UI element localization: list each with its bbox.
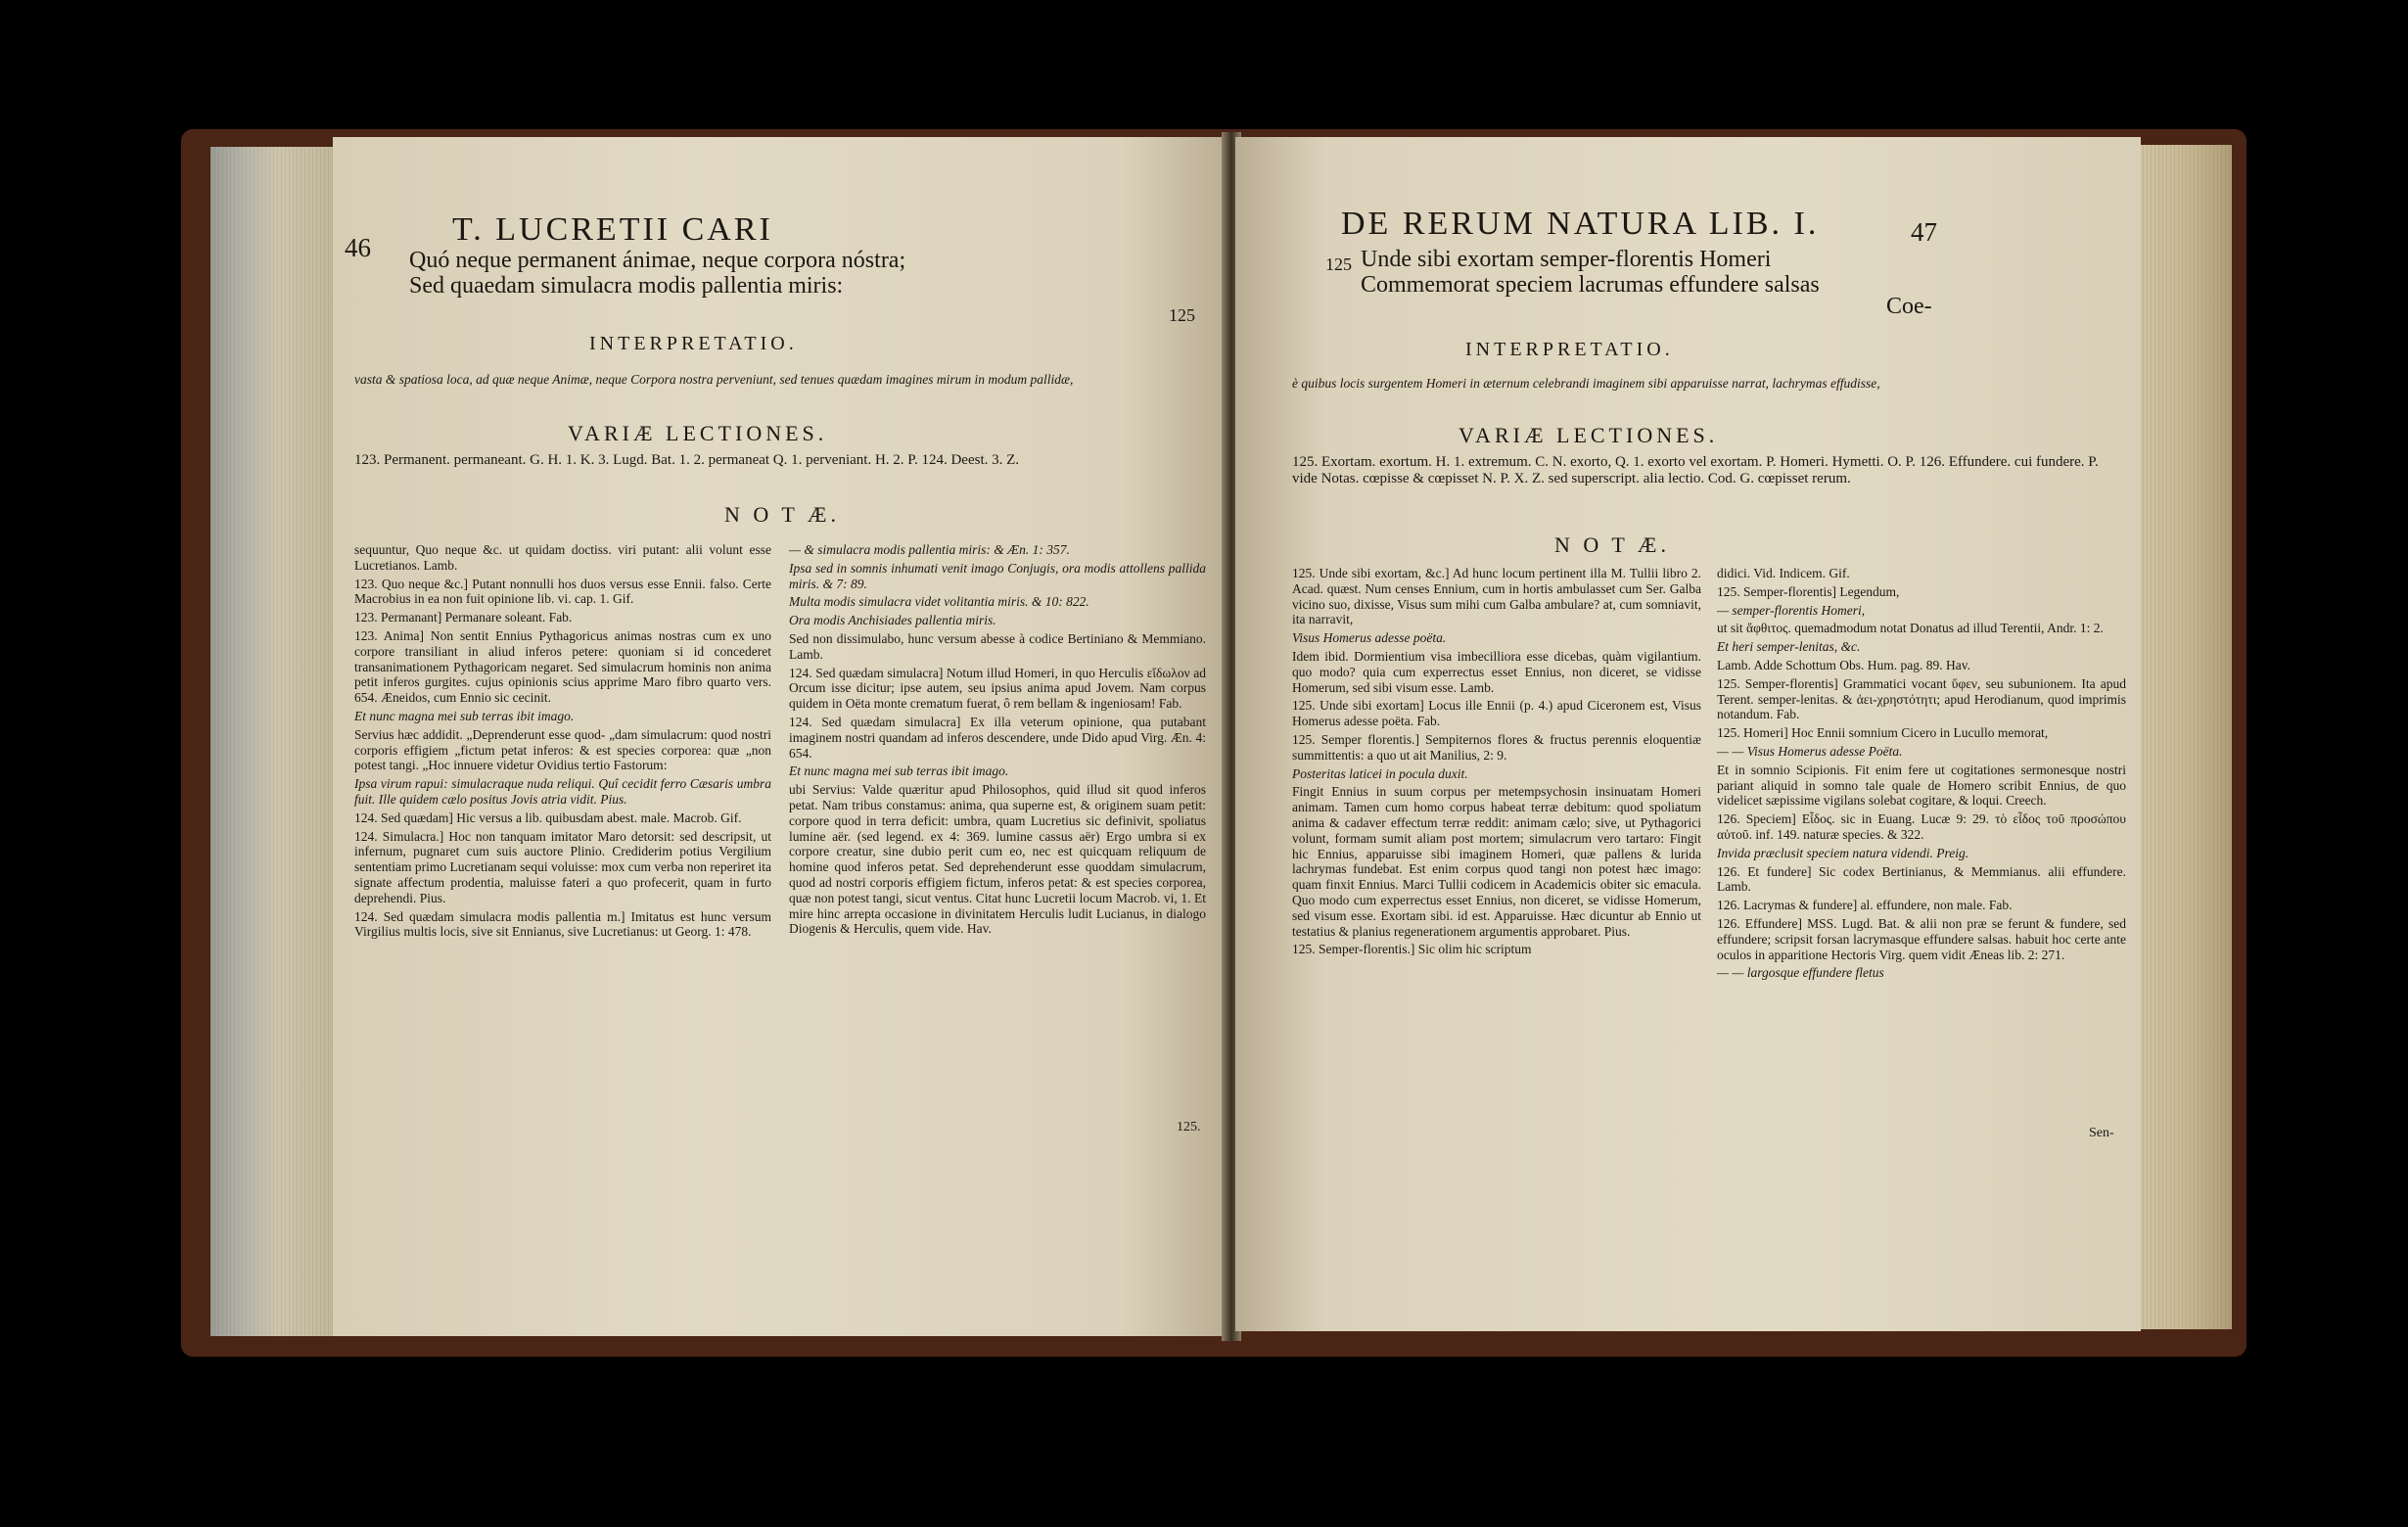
note-paragraph: Servius hæc addidit. „Deprenderunt esse quod- „dam simulacrum: quod nostri corporis effigiem „fictum petat inferos: & est species corporea: quæ „non potest tangi. „Hoc innuere videtur Ovidius tertio Fastorum: — [354, 726, 771, 773]
left-page-edges — [210, 147, 333, 1336]
note-quotation: Ipsa sed in somnis inhumati venit imago Conjugis, ora modis attollens pallida miris. & 7: 89. — [789, 560, 1206, 591]
note-quotation: — & simulacra modis pallentia miris: & Æn. 1: 357. — [789, 542, 1070, 557]
note-paragraph: 126. Effundere] MSS. Lugd. Bat. & alii non præ se ferunt & fundere, sed effundere; scripsit forsan lacrymasque effundere salsas. habuit hoc certe ante oculos in apparitione Hectoris Virg. quem vidit Æneas lib. 2: 271. — [1717, 915, 2126, 962]
verse-number: 125 — [1169, 305, 1195, 325]
note-paragraph: Et in somnio Scipionis. Fit enim fere ut cogitationes sermonesque nostri pariant aliquid in somno tale quale de Homero scribit Ennius, de quo videlicet sæpissime vigilans solebat cogitare, & loqui. Creech. — [1717, 762, 2126, 809]
note-quotation: Et heri semper-lenitas, &c. — [1717, 639, 1861, 655]
interpretatio-heading: INTERPRETATIO. — [1465, 339, 1674, 360]
variae-lectiones-heading: VARIÆ LECTIONES. — [568, 421, 828, 445]
right-page — [1235, 137, 2141, 1331]
note-paragraph: 126. Et fundere] Sic codex Bertinianus, & Memmianus. alii effundere. Lamb. — [1717, 863, 2126, 895]
note-quotation: Et nunc magna mei sub terras ibit imago. — [354, 708, 575, 723]
note-paragraph: 124. Sed quædam] Hic versus a lib. quibusdam abest. male. Macrob. Gif. — [354, 810, 742, 825]
verse-line: Sed quaedam simulacra modis pallentia miris: — [409, 273, 844, 299]
interpretatio-heading: INTERPRETATIO. — [589, 333, 798, 354]
note-paragraph: 125. Semper florentis.] Sempiternos flores & fructus perennis eloquentiæ summittentis: a quo ut ait Manilius, 2: 9. — [1292, 731, 1701, 763]
note-paragraph: Fingit Ennius in suum corpus per metempsychosin insinuatam Homeri animam. Tamen cum homo corpus habeat terræ debitum: quod spoliatum anima & cadaver effectum terræ reddit: animam cælo; sive, ut Pythagorici volunt, formam sumit aliam post mortem; simulacrum vero tartaro: Fingit hic Ennius, apparuisse sibi imaginem Homeri, quæ pallens & lurida lachrymas fundebat. Est enim corpus quod tangi non potest hæc imago: quam finxit Ennius. Marci Tullii codicem in Academicis obiter sic emacula. Quo modo cum experrectus esset Ennius, non diceret, se vidisse Homerum, sed visum esse. Exortam sibi. id est. Apparuisse. Hæc dicuntur ab Ennio ut testatius & planius regenerationem argumentis approbaret. Pius. — [1292, 784, 1701, 939]
note-paragraph: 125. Unde sibi exortam] Locus ille Ennii (p. 4.) apud Ciceronem est, Visus Homerus adesse poëta. Fab. — [1292, 698, 1701, 729]
note-paragraph: 125. Homeri] Hoc Ennii somnium Cicero in Lucullo memorat, — [1717, 725, 2049, 741]
note-quotation: Invida præclusit speciem natura videndi. Preig. — [1717, 845, 1969, 860]
note-paragraph: 123. Quo neque &c.] Putant nonnulli hos duos versus esse Ennii. falso. Certe Macrobius in ea non fuit opinione lib. vi. cap. 1. Gif. — [354, 576, 771, 607]
note-paragraph: 123. Anima] Non sentit Ennius Pythagoricus animas nostras cum ex uno corpore transiliant in aliud inferos petere: quoniam si id concederet transanimationem Pythagoricam negaret. Sed simulacrum hominis non anima petit inferos gurgites. cujus opinionis scius apprime Maro fibro quarto vers. 654. Æneidos, cum Ennio sic cecinit. — [354, 627, 771, 706]
note-quotation: — — largosque effundere fletus — [1717, 965, 1884, 981]
note-paragraph: 125. Unde sibi exortam, &c.] Ad hunc locum pertinent illa M. Tullii libro 2. Acad. quæst. Num censes Ennium, cum in hortis ambulasset cum Ser. Galba vicino suo, dixisse, Visus sum mihi cum Galba ambulare? at, cum somniavit, ita narravit, — [1292, 566, 1701, 627]
running-head: DE RERUM NATURA LIB. I. — [1341, 206, 1820, 242]
note-quotation: — — Visus Homerus adesse Poëta. — [1717, 743, 1903, 759]
note-quotation: — semper-florentis Homeri, — [1717, 602, 1866, 618]
notes-column-left — [1292, 566, 1701, 960]
note-paragraph: 125. Semper-florentis] Legendum, — [1717, 583, 1900, 599]
note-paragraph: sequuntur, Quo neque &c. ut quidam doctiss. viri putant: alii volunt esse Lucretianos. Lamb. — [354, 542, 771, 573]
notes-column-left — [354, 542, 771, 943]
interpretatio-text: è quibus locis surgentem Homeri in æternum celebrandi imaginem sibi apparuisse narrat, lachrymas effudisse, — [1292, 376, 1880, 391]
note-paragraph: ubi Servius: Valde quæritur apud Philosophos, quid illud sit quod inferos petat. Nam tribus constamus: anima, qua superne est, & originem suam petit: corpore quod in terra deficit: umbra, quam Lucretius sic definivit, spoliatus lumine aër. (sed legend. ex 4: 369. lumine cassus aër) Ergo umbra si ex corpore creatur, sine dubio perit cum eo, nec est quicquam reliquum de homine quod inferos petat. Sed deprehenderunt esse quoddam simulacrum, quod ad nostri corporis effigiem fictum, inferos petat: & est species corporea, quæ non potest tangi, sicut ventus. Citat hunc Lucretii locum Macrob. vi, 1. Et mire hinc arrepta occasione in divinitatem Herculis ludit Lucianus, in dialogo Diogenis & Herculis, quem vide. Hav. — [789, 782, 1206, 937]
note-paragraph: 124. Sed quædam simulacra modis pallentia m.] Imitatus est hunc versum Virgilius multis locis, sive sit Ennianus, sive Lucretianus: ut Georg. 1: 478. — [354, 908, 771, 940]
note-paragraph: 123. Permanant] Permanare soleant. Fab. — [354, 610, 573, 625]
note-quotation: Visus Homerus adesse poëta. — [1292, 630, 1447, 646]
page-number: 47 — [1911, 217, 1937, 247]
left-page — [333, 137, 1228, 1336]
note-paragraph: 124. Sed quædam simulacra] Notum illud Homeri, in quo Herculis εἴδωλον ad Orcum isse dicitur; ipse autem, seu ipsius anima apud Jovem. Nam corpus quidem in Oëta monte crematum fuerat, ô rem bellam & ingeniosam! Fab. — [789, 665, 1206, 712]
note-paragraph: 125. Semper-florentis] Grammatici vocant ὕφεν, seu subunionem. Ita apud Terent. semper-lenitas. & ἀει-χρηστότητι; apud Herodianum, quod imprimis notandum. Fab. — [1717, 675, 2126, 722]
note-quotation: Multa modis simulacra videt volitantia miris. & 10: 822. — [789, 594, 1089, 610]
note-paragraph: 124. Sed quædam simulacra] Ex illa veterum opinione, qua putabant imaginem nostri quandam ad inferos descendere, unde Dido apud Virg. Æn. 4: 654. — [789, 714, 1206, 761]
verse-line: Unde sibi exortam semper-florentis Homeri — [1361, 247, 1772, 272]
catchword-verse: Coe- — [1886, 294, 1932, 319]
note-paragraph: 124. Simulacra.] Hoc non tanquam imitator Maro detorsit: sed descripsit, ut infernum, pugnaret cum suis auctore Plinio. Crediderim potius Vergilium sententiam primo Lucretianam sequi voluisse: mox cum verba non reperiret ita signate affectum prodentia, maluisse fateri a quo profecerit, quam in furto deprehendi. Pius. — [354, 828, 771, 905]
note-quotation: Ora modis Anchisiades pallentia miris. — [789, 613, 996, 628]
variae-lectiones-text: 125. Exortam. exortum. H. 1. extremum. C. N. exorto, Q. 1. exorto vel exortam. P. Homeri. Hymetti. O. P. 126. Effundere. cui fundere. P. vide Notas. cœpisse & cœpisset N. P. X. Z. sed superscript. alia lectio. Cod. G. cœpisset rerum. — [1292, 454, 2099, 486]
note-paragraph: ut sit ἄφθιτος. quemadmodum notat Donatus ad illud Terentii, Andr. 1: 2. — [1717, 621, 2104, 636]
running-head: T. LUCRETII CARI — [452, 211, 773, 248]
note-paragraph: 125. Semper-florentis.] Sic olim hic scriptum — [1292, 942, 1532, 957]
note-quotation: Et nunc magna mei sub terras ibit imago. — [789, 764, 1009, 779]
verse-line: Commemorat speciem lacrumas effundere salsas — [1361, 272, 1820, 298]
note-quotation: Ipsa virum rapui: simulacraque nuda reliqui. Quî cecidit ferro Cæsaris umbra fuit. Ille quidem cælo positus Jovis atria vidit. Pius. — [354, 776, 771, 807]
note-paragraph: Sed non dissimulabo, hunc versum abesse à codice Bertiniano & Memmiano. Lamb. — [789, 630, 1206, 662]
variae-lectiones-heading: VARIÆ LECTIONES. — [1459, 423, 1719, 447]
page-number: 46 — [345, 233, 371, 262]
note-paragraph: didici. Vid. Indicem. Gif. — [1717, 566, 1850, 580]
interpretatio-text: vasta & spatiosa loca, ad quæ neque Animæ, neque Corpora nostra perveniunt, sed tenues quædam imagines mirum in modum pallidæ, — [354, 372, 1074, 387]
catchword: 125. — [1177, 1120, 1201, 1134]
note-quotation: Posteritas laticei in pocula duxit. — [1292, 765, 1468, 781]
right-page-edges — [2139, 145, 2232, 1329]
note-paragraph: Idem ibid. Dormientium visa imbecilliora esse dicebas, quàm vigilantium. quo modo? quia cum experrectus esset Ennius, non diceret, se vidisse Homerum, sed sibi visum esse. Lamb. — [1292, 648, 1701, 695]
note-paragraph: Lamb. Adde Schottum Obs. Hum. pag. 89. Hav. — [1717, 657, 1970, 672]
verse-line: Quó neque permanent ánimae, neque corpora nóstra; — [409, 248, 906, 273]
note-paragraph: 126. Lacrymas & fundere] al. effundere, non male. Fab. — [1717, 898, 2013, 913]
notes-column-right — [1717, 566, 2126, 984]
note-paragraph: 126. Speciem] Εἶδος. sic in Euang. Lucæ 9: 29. τὸ εἶδος τοῦ προσώπου αὐτοῦ. inf. 149. naturæ species. & 322. — [1717, 811, 2126, 842]
catchword: Sen- — [2089, 1126, 2114, 1140]
verse-number: 125 — [1325, 254, 1352, 274]
notae-heading: N O T Æ. — [724, 502, 840, 527]
notes-column-right — [789, 542, 1206, 940]
variae-lectiones-text: 123. Permanent. permaneant. G. H. 1. K. 3. Lugd. Bat. 1. 2. permaneat Q. 1. perveniant. H. 2. P. 124. Deest. 3. Z. — [354, 452, 1020, 468]
notae-heading: N O T Æ. — [1554, 532, 1670, 557]
